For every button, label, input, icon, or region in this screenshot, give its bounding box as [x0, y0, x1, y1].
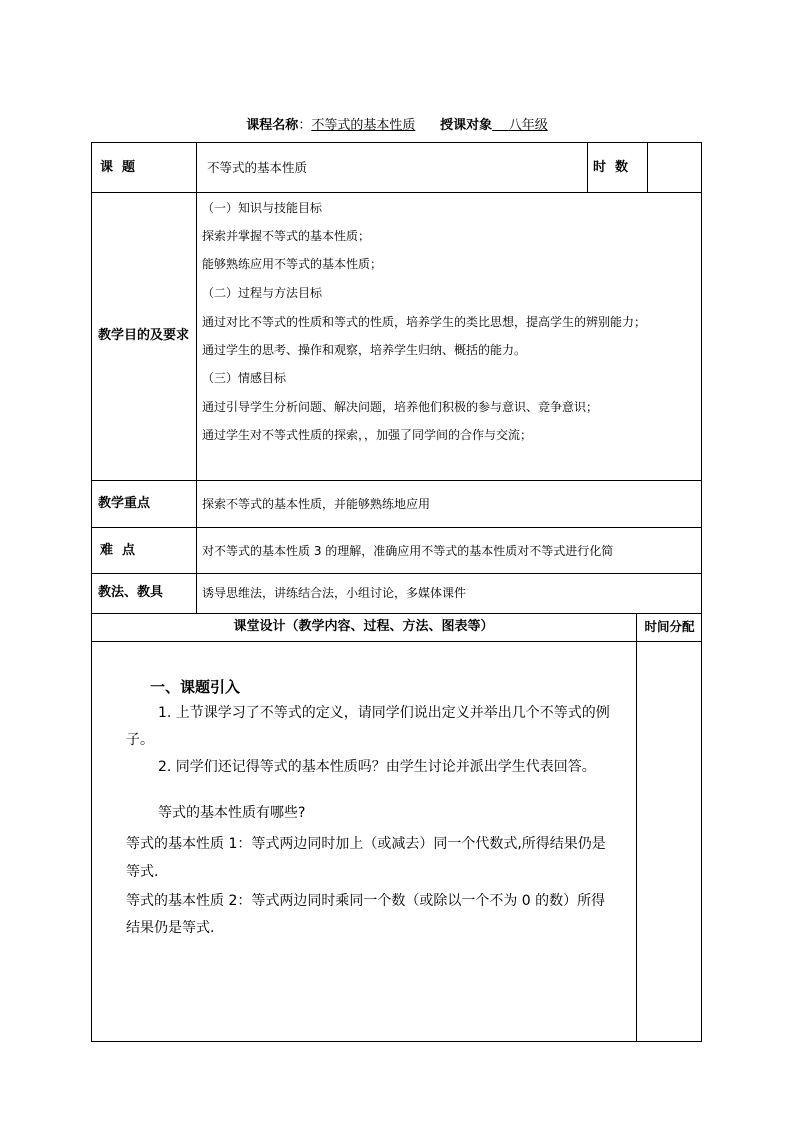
question-1-line-2: 子。	[126, 732, 154, 748]
row-divider	[91, 613, 702, 614]
goal-line: 通过学生对不等式性质的探索，，加强了同学间的合作与交流；	[202, 428, 533, 442]
goals-label: 教学目的及要求	[98, 328, 190, 343]
course-name-label: 课程名称	[246, 118, 299, 133]
goal-line: （三）情感目标	[202, 371, 287, 385]
equality-property-1-line-2: 等式.	[126, 864, 159, 880]
key-point-label: 教学重点	[98, 496, 151, 511]
key-point-value: 探索不等式的基本性质，并能够熟练地应用	[202, 497, 431, 511]
target-audience-value: 八年级	[508, 118, 548, 133]
design-header: 课堂设计（教学内容、过程、方法、图表等）	[233, 619, 494, 634]
column-divider	[196, 142, 197, 613]
goal-line: （一）知识与技能目标	[202, 201, 323, 215]
target-audience-label: 授课对象	[440, 118, 493, 133]
row-divider	[91, 527, 702, 528]
goal-line: 通过引导学生分析问题、解决问题，培养他们积极的参与意识、竞争意识；	[202, 400, 599, 414]
column-divider	[647, 142, 648, 192]
hours-label: 时 数	[593, 160, 629, 175]
methods-value: 诱导思维法，讲练结合法，小组讨论，多媒体课件	[202, 586, 467, 600]
row-divider	[91, 192, 702, 193]
topic-label: 课 题	[100, 160, 136, 175]
equality-property-1-line-1: 等式的基本性质 1：等式两边同时加上（或减去）同一个代数式,所得结果仍是	[126, 836, 606, 852]
row-divider	[91, 641, 702, 642]
goal-line: （二）过程与方法目标	[202, 286, 323, 300]
equality-property-2-line-2: 结果仍是等式.	[126, 920, 215, 936]
row-divider	[91, 480, 702, 481]
methods-label: 教法、教具	[98, 585, 164, 600]
column-divider	[636, 613, 637, 1042]
equality-property-2-line-1: 等式的基本性质 2：等式两边同时乘同一个数（或除以一个不为 0 的数）所得	[126, 893, 606, 909]
topic-value: 不等式的基本性质	[207, 160, 308, 175]
section-title: 一、课题引入	[150, 678, 241, 696]
goal-line: 能够熟练应用不等式的基本性质；	[202, 257, 383, 271]
course-name-value: 不等式的基本性质	[311, 118, 416, 133]
difficulty-value: 对不等式的基本性质 3 的理解，准确应用不等式的基本性质对不等式进行化简	[202, 544, 614, 558]
question-2: 2. 同学们还记得等式的基本性质吗？由学生讨论并派出学生代表回答。	[158, 759, 596, 775]
question-1-line-1: 1. 上节课学习了不等式的定义，请同学们说出定义并举出几个不等式的例	[158, 705, 610, 721]
equality-question: 等式的基本性质有哪些?	[158, 805, 306, 821]
goal-line: 通过学生的思考、操作和观察，培养学生归纳、概括的能力。	[202, 343, 527, 357]
goal-line: 通过对比不等式的性质和等式的性质，培养学生的类比思想，提高学生的辨别能力；	[202, 315, 647, 329]
goal-line: 探索并掌握不等式的基本性质；	[202, 229, 371, 243]
row-divider	[91, 573, 702, 574]
course-header: 课程名称：不等式的基本性质 授课对象 八年级	[246, 118, 548, 133]
column-divider	[587, 142, 588, 192]
difficulty-label: 难 点	[100, 543, 136, 558]
time-allocation-header: 时间分配	[644, 619, 695, 634]
